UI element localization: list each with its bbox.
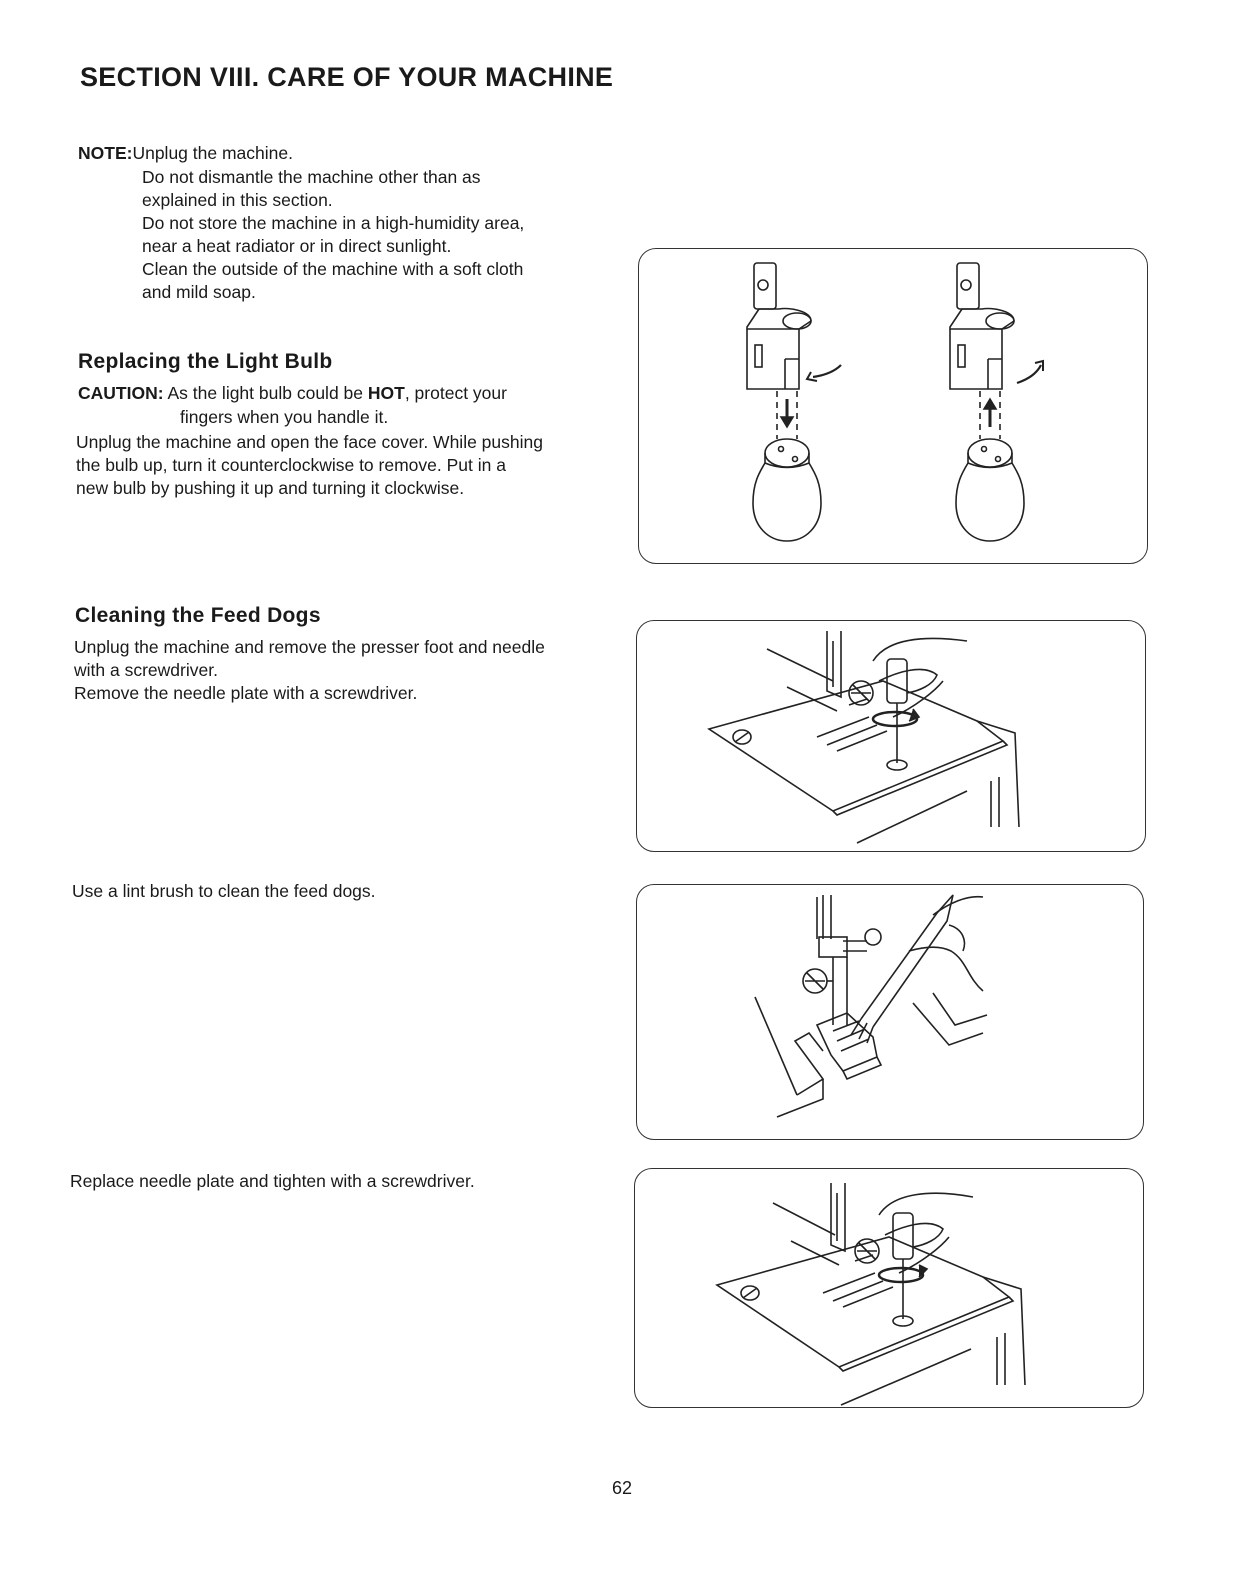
replace-needle-plate-figure	[634, 1168, 1144, 1408]
note-line-6: Clean the outside of the machine with a soft cloth	[142, 259, 524, 279]
lint-brush-icon	[851, 895, 953, 1043]
feed-dogs-step1	[74, 636, 545, 705]
hand-icon	[873, 638, 967, 717]
hand-icon	[909, 897, 983, 991]
arrow-down-icon	[781, 399, 793, 427]
note-line-1: Unplug the machine.	[132, 143, 293, 163]
feed-dogs-icon	[817, 1013, 881, 1079]
feed-dogs-step2: Use a lint brush to clean the feed dogs.	[72, 881, 376, 901]
presser-bar-icon	[827, 631, 841, 697]
bulb-socket-left-icon	[747, 263, 811, 439]
light-bulb-left-icon	[753, 439, 821, 541]
note-line-7: and mild soap.	[142, 282, 256, 302]
presser-bar-icon	[831, 1183, 845, 1251]
note-line-3: explained in this section.	[142, 190, 333, 210]
note-line-2: Do not dismantle the machine other than as	[142, 167, 481, 187]
note-line-4: Do not store the machine in a high-humidity area,	[142, 213, 525, 233]
caution-text-pre: As the light bulb could be	[167, 383, 368, 403]
lint-brush-figure	[636, 884, 1144, 1140]
feed-dogs-heading: Cleaning the Feed Dogs	[75, 604, 321, 627]
note-label: NOTE:	[78, 143, 133, 163]
feed-dogs-step1-line-3: Remove the needle plate with a screwdriver.	[74, 683, 418, 703]
machine-arm-outline	[755, 993, 987, 1117]
feed-dogs-step3: Replace needle plate and tighten with a screwdriver.	[70, 1171, 475, 1191]
caution-label: CAUTION:	[78, 383, 164, 403]
caution-hot: HOT	[367, 383, 405, 403]
light-bulb-line-3: new bulb by pushing it up and turning it clockwise.	[76, 478, 465, 498]
light-bulb-heading: Replacing the Light Bulb	[78, 350, 333, 373]
replace-needle-plate-illustration	[635, 1169, 1144, 1408]
light-bulb-figure	[638, 248, 1148, 564]
thumb-screw-icon	[803, 969, 833, 993]
page-number: 62	[611, 1478, 633, 1498]
light-bulb-line-1: Unplug the machine and open the face cover. While pushing	[76, 432, 543, 452]
feed-dogs-step1-line-1: Unplug the machine and remove the presser foot and needle	[74, 637, 545, 657]
feed-dogs-step1-line-2: with a screwdriver.	[74, 660, 218, 680]
caution-text-post: , protect your	[404, 383, 507, 403]
note-block	[78, 142, 293, 165]
bulb-socket-right-icon	[950, 263, 1014, 439]
light-bulb-body	[76, 431, 543, 500]
caution-line-2: fingers when you handle it.	[180, 407, 389, 427]
note-line-5: near a heat radiator or in direct sunlight.	[142, 236, 452, 256]
arrow-up-icon	[984, 399, 996, 427]
rotate-clockwise-arrow-icon	[1017, 361, 1043, 383]
remove-needle-plate-figure	[636, 620, 1146, 852]
light-bulb-illustration	[639, 249, 1148, 564]
note-continuation	[142, 166, 524, 304]
caution-block	[78, 382, 507, 405]
rotate-arrow-icon	[873, 709, 919, 726]
section-title: SECTION VIII. CARE OF YOUR MACHINE	[80, 62, 614, 92]
machine-body-outline	[717, 1203, 1025, 1405]
rotate-counterclockwise-arrow-icon	[807, 365, 841, 381]
light-bulb-right-icon	[956, 439, 1024, 541]
remove-needle-plate-illustration	[637, 621, 1146, 852]
machine-body-outline	[709, 649, 1019, 843]
light-bulb-line-2: the bulb up, turn it counterclockwise to remove. Put in a	[76, 455, 506, 475]
lint-brush-illustration	[637, 885, 1144, 1140]
needle-plate-slot-icon	[733, 699, 887, 751]
